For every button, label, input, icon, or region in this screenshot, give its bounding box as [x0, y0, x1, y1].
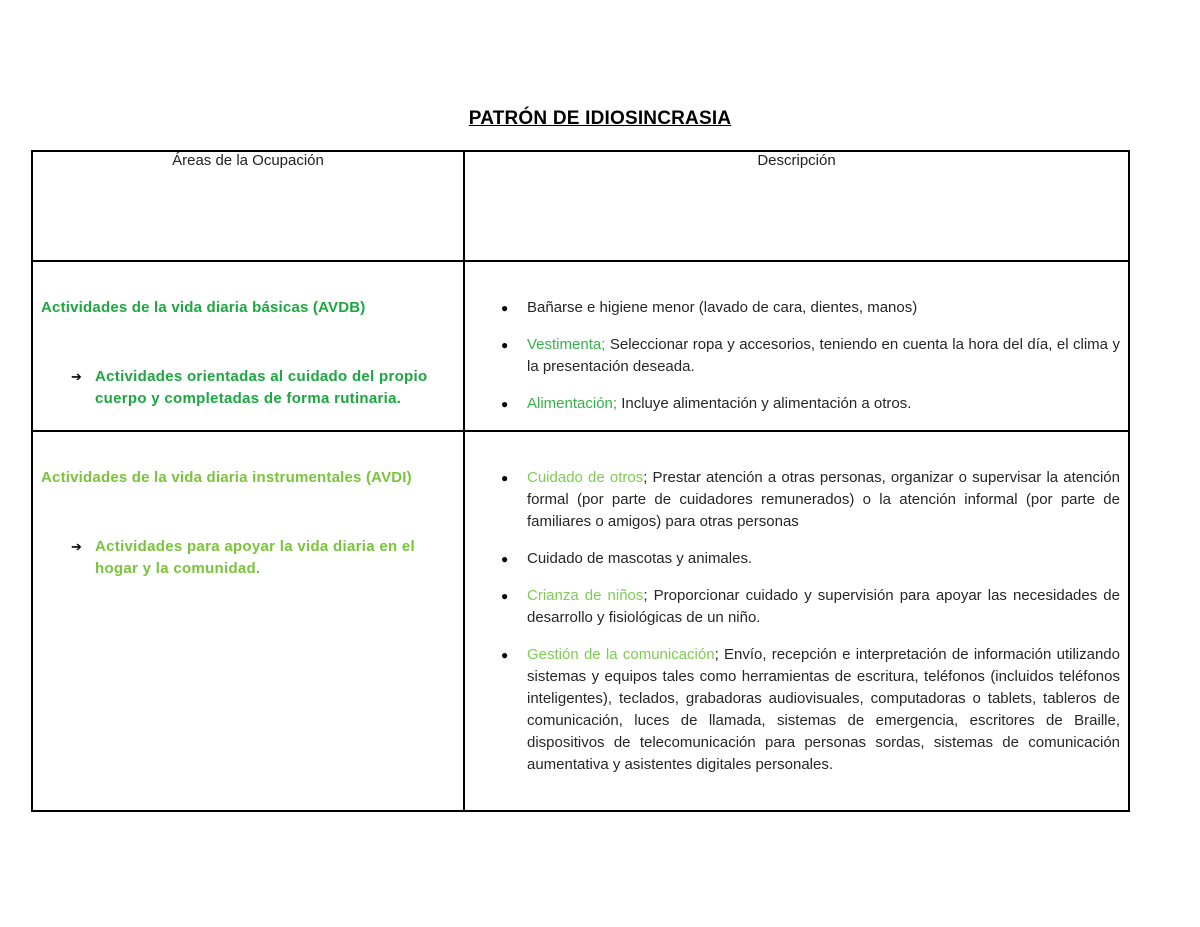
table-row-avdb [32, 261, 1129, 431]
document-title: PATRÓN DE IDIOSINCRASIA [468, 108, 732, 129]
list-item-description: Seleccionar ropa y accesorios, teniendo en cuenta la hora del día, el clima y la presentación deseada. [527, 336, 1120, 375]
list-item-text [527, 585, 1120, 629]
bullet-icon: ● [501, 338, 509, 352]
area-detail-avdb [33, 366, 463, 410]
list-item [501, 585, 1120, 629]
description-cell-avdi [464, 431, 1129, 811]
list-item [501, 644, 1120, 776]
bullet-icon: ● [501, 397, 509, 411]
list-item-description: ; Proporcionar cuidado y supervisión para apoyar las necesidades de desarrollo y fisiológicas de un niño. [527, 587, 1120, 626]
list-item-description: Cuidado de mascotas y animales. [527, 550, 753, 567]
description-cell-avdb [464, 261, 1129, 431]
area-cell-avdi [32, 431, 464, 811]
list-item-keyword: Cuidado de otros [527, 469, 644, 486]
table-header-row [32, 151, 1129, 261]
list-item-description: Bañarse e higiene menor (lavado de cara, dientes, manos) [527, 299, 918, 316]
table-row-avdi [32, 431, 1129, 811]
arrow-icon: ➔ [71, 539, 83, 554]
occupation-table [31, 150, 1130, 812]
description-list-avdb [465, 297, 1128, 415]
list-item [501, 334, 1120, 378]
list-item-description: ; Envío, recepción e interpretación de información utilizando sistemas y equipos tales como herramientas de escritura, teléfonos (incluidos teléfonos inteligentes), teclados, grabadoras audiovisuales, computadoras o tablets, tableros de comunicación, luces de llamada, sistemas de emergencia, escritores de Braille, dispositivos de telecomunicación para personas sordas, sistemas de comunicación aumentativa y asistentes digitales personales. [527, 646, 1120, 773]
list-item-text [527, 393, 1120, 415]
list-item [501, 393, 1120, 415]
list-item-keyword: Crianza de niños [527, 587, 644, 604]
area-detail-avdi [33, 536, 463, 580]
list-item-text [527, 334, 1120, 378]
description-list-avdi [465, 467, 1128, 776]
bullet-icon: ● [501, 648, 509, 662]
header-areas: Áreas de la Ocupación [32, 151, 464, 261]
list-item-description: ; Prestar atención a otras personas, organizar o supervisar la atención formal (por parte de cuidadores remunerados) o la atención informal (por parte de familiares o amigos) para otras personas [527, 469, 1120, 530]
list-item [501, 467, 1120, 533]
list-item-text [527, 548, 1120, 570]
bullet-icon: ● [501, 589, 509, 603]
area-detail-text: Actividades para apoyar la vida diaria en el hogar y la comunidad. [95, 538, 416, 577]
list-item-description: Incluye alimentación y alimentación a otros. [617, 395, 912, 412]
list-item-keyword: Alimentación; [527, 395, 618, 412]
header-description: Descripción [464, 151, 1129, 261]
bullet-icon: ● [501, 471, 509, 485]
list-item-keyword: Vestimenta; [527, 336, 606, 353]
bullet-icon: ● [501, 552, 509, 566]
list-item-text [527, 644, 1120, 776]
list-item-keyword: Gestión de la comunicación [527, 646, 715, 663]
area-cell-avdb [32, 261, 464, 431]
arrow-icon: ➔ [71, 369, 83, 384]
list-item-text [527, 297, 1120, 319]
area-title-avdb: Actividades de la vida diaria básicas (AVDB) [41, 299, 366, 316]
area-detail-text: Actividades orientadas al cuidado del propio cuerpo y completadas de forma rutinaria. [95, 368, 428, 407]
list-item [501, 548, 1120, 570]
list-item [501, 297, 1120, 319]
list-item-text [527, 467, 1120, 533]
area-title-avdi: Actividades de la vida diaria instrumentales (AVDI) [41, 469, 412, 486]
bullet-icon: ● [501, 301, 509, 315]
